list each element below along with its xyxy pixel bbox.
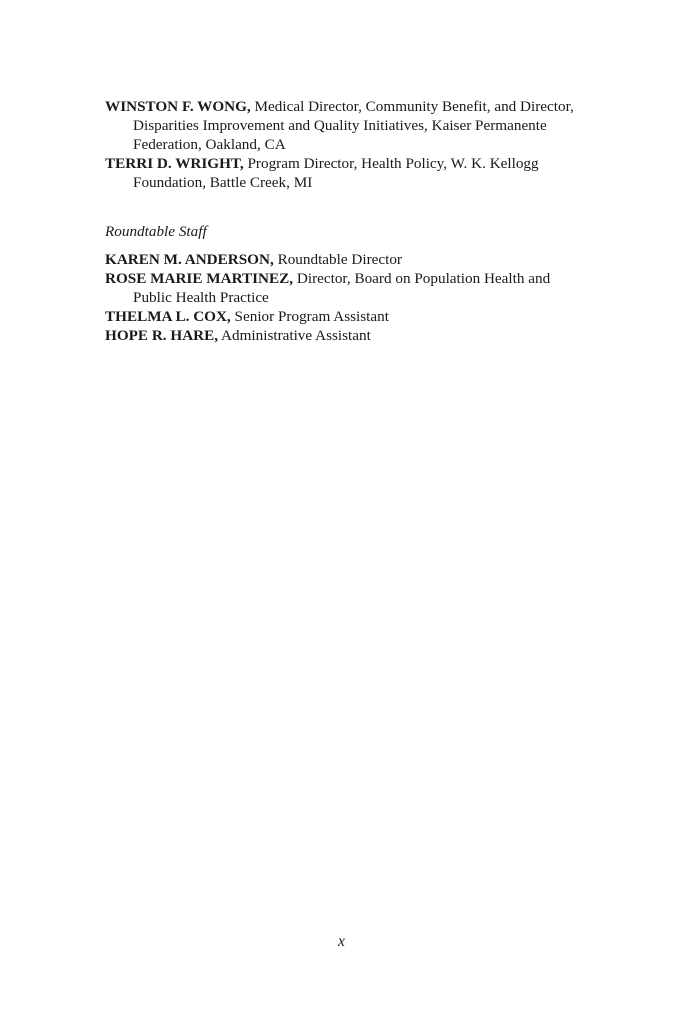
staff-name: THELMA L. COX, (105, 308, 231, 325)
staff-entry (105, 250, 585, 269)
staff-entry (105, 326, 585, 345)
staff-entry (105, 269, 585, 307)
staff-description: Roundtable Director (273, 251, 402, 268)
page-number: x (338, 933, 345, 950)
member-entry (105, 154, 585, 192)
staff-name: HOPE R. HARE, (105, 327, 219, 344)
roundtable-staff-list (105, 250, 585, 345)
staff-section-heading: Roundtable Staff (105, 223, 207, 240)
member-name: TERRI D. WRIGHT, (105, 155, 244, 172)
staff-description: Administrative Assistant (218, 327, 371, 344)
staff-description: Senior Program Assistant (230, 308, 389, 325)
member-description: Medical Director, Community Benefit, and Director, Disparities Improvement and Quality Initiatives, Kaiser Permanente Federation, Oakland, CA (133, 98, 574, 153)
roundtable-members-list (105, 97, 585, 192)
member-entry (105, 97, 585, 154)
staff-entry (105, 307, 585, 326)
staff-description: Director, Board on Population Health and Public Health Practice (133, 270, 551, 306)
member-description: Program Director, Health Policy, W. K. Kellogg Foundation, Battle Creek, MI (133, 155, 539, 191)
staff-name: KAREN M. ANDERSON, (105, 251, 274, 268)
staff-name: ROSE MARIE MARTINEZ, (105, 270, 294, 287)
member-name: WINSTON F. WONG, (105, 98, 251, 115)
